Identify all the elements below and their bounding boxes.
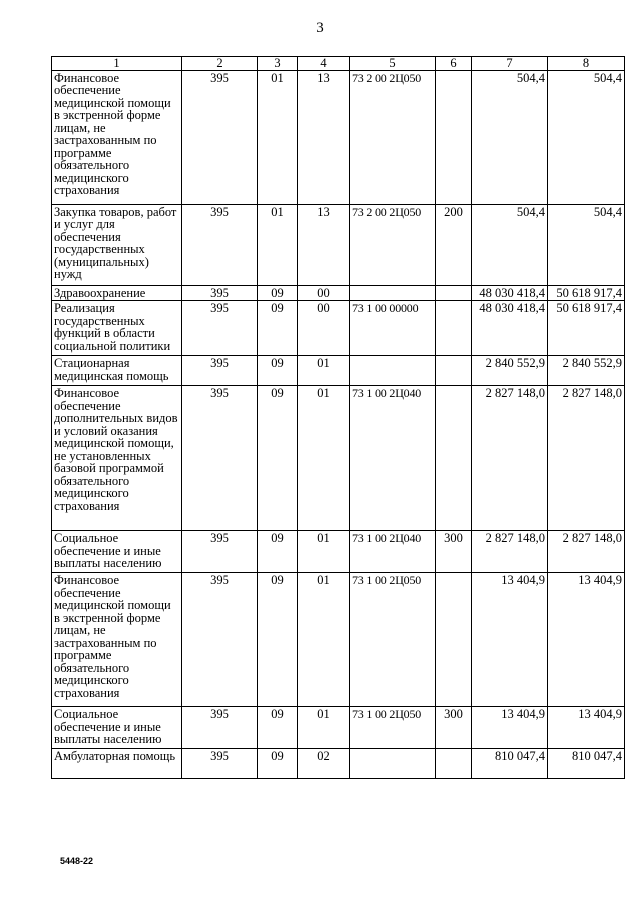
cell-col3: 09 bbox=[258, 356, 298, 386]
cell-col4: 01 bbox=[298, 531, 350, 573]
row-name-cell: Амбулаторная помощь bbox=[52, 749, 182, 779]
budget-table bbox=[51, 56, 625, 779]
table-header-row bbox=[52, 57, 625, 71]
row-name-cell: Финансовое обеспечение дополнительных видов и условий оказания медицинской помощи, не установленных базовой программой обязательного медицинского страхования bbox=[52, 386, 182, 531]
column-header: 1 bbox=[52, 57, 182, 71]
cell-col2: 395 bbox=[182, 356, 258, 386]
cell-col3: 09 bbox=[258, 707, 298, 749]
cell-col2: 395 bbox=[182, 707, 258, 749]
column-header: 4 bbox=[298, 57, 350, 71]
table-row bbox=[52, 707, 625, 749]
cell-col7: 13 404,9 bbox=[472, 573, 548, 707]
table-row bbox=[52, 386, 625, 531]
cell-col7: 504,4 bbox=[472, 204, 548, 285]
cell-col8: 50 618 917,4 bbox=[548, 285, 625, 301]
cell-col5: 73 1 00 2Ц050 bbox=[350, 573, 436, 707]
cell-col2: 395 bbox=[182, 749, 258, 779]
cell-col8: 2 827 148,0 bbox=[548, 531, 625, 573]
cell-col2: 395 bbox=[182, 573, 258, 707]
cell-col5: 73 2 00 2Ц050 bbox=[350, 70, 436, 204]
column-header: 7 bbox=[472, 57, 548, 71]
cell-col3: 09 bbox=[258, 573, 298, 707]
cell-col3: 09 bbox=[258, 285, 298, 301]
cell-col5 bbox=[350, 356, 436, 386]
cell-col6 bbox=[436, 356, 472, 386]
cell-col8: 13 404,9 bbox=[548, 573, 625, 707]
column-header: 8 bbox=[548, 57, 625, 71]
cell-col5: 73 1 00 2Ц050 bbox=[350, 707, 436, 749]
page-number: 3 bbox=[316, 20, 324, 36]
cell-col6 bbox=[436, 386, 472, 531]
row-name-cell: Финансовое обеспечение медицинской помощи в экстренной форме лицам, не застрахованным по программе обязательного медицинского страхования bbox=[52, 70, 182, 204]
row-name-cell: Здравоохранение bbox=[52, 285, 182, 301]
column-header: 2 bbox=[182, 57, 258, 71]
cell-col5 bbox=[350, 285, 436, 301]
cell-col5: 73 1 00 2Ц040 bbox=[350, 531, 436, 573]
cell-col2: 395 bbox=[182, 204, 258, 285]
column-header: 6 bbox=[436, 57, 472, 71]
cell-col5: 73 1 00 00000 bbox=[350, 301, 436, 356]
cell-col5: 73 1 00 2Ц040 bbox=[350, 386, 436, 531]
table-row bbox=[52, 749, 625, 779]
cell-col4: 02 bbox=[298, 749, 350, 779]
cell-col6 bbox=[436, 70, 472, 204]
row-name-cell: Финансовое обеспечение медицинской помощи в экстренной форме лицам, не застрахованным по программе обязательного медицинского страхования bbox=[52, 573, 182, 707]
table-row bbox=[52, 204, 625, 285]
cell-col6 bbox=[436, 301, 472, 356]
row-name-cell: Социальное обеспечение и иные выплаты населению bbox=[52, 707, 182, 749]
cell-col2: 395 bbox=[182, 386, 258, 531]
row-name-cell: Социальное обеспечение и иные выплаты населению bbox=[52, 531, 182, 573]
row-name-cell: Закупка товаров, работ и услуг для обеспечения государственных (муниципальных) нужд bbox=[52, 204, 182, 285]
cell-col2: 395 bbox=[182, 70, 258, 204]
table-row bbox=[52, 301, 625, 356]
row-name-cell: Реализация государственных функций в области социальной политики bbox=[52, 301, 182, 356]
cell-col7: 2 827 148,0 bbox=[472, 531, 548, 573]
footer-document-code: 5448-22 bbox=[60, 856, 94, 866]
cell-col3: 01 bbox=[258, 204, 298, 285]
cell-col8: 2 827 148,0 bbox=[548, 386, 625, 531]
cell-col6: 200 bbox=[436, 204, 472, 285]
cell-col4: 01 bbox=[298, 356, 350, 386]
cell-col4: 01 bbox=[298, 707, 350, 749]
table-row bbox=[52, 531, 625, 573]
cell-col6 bbox=[436, 749, 472, 779]
cell-col8: 810 047,4 bbox=[548, 749, 625, 779]
cell-col7: 504,4 bbox=[472, 70, 548, 204]
cell-col8: 13 404,9 bbox=[548, 707, 625, 749]
column-header: 3 bbox=[258, 57, 298, 71]
table-row bbox=[52, 356, 625, 386]
row-name-cell: Стационарная медицинская помощь bbox=[52, 356, 182, 386]
cell-col2: 395 bbox=[182, 285, 258, 301]
cell-col3: 01 bbox=[258, 70, 298, 204]
cell-col7: 2 827 148,0 bbox=[472, 386, 548, 531]
cell-col4: 13 bbox=[298, 204, 350, 285]
cell-col3: 09 bbox=[258, 301, 298, 356]
cell-col7: 2 840 552,9 bbox=[472, 356, 548, 386]
cell-col6: 300 bbox=[436, 531, 472, 573]
cell-col8: 504,4 bbox=[548, 70, 625, 204]
cell-col8: 50 618 917,4 bbox=[548, 301, 625, 356]
table-row bbox=[52, 70, 625, 204]
cell-col5: 73 2 00 2Ц050 bbox=[350, 204, 436, 285]
cell-col4: 13 bbox=[298, 70, 350, 204]
cell-col4: 01 bbox=[298, 573, 350, 707]
table-row bbox=[52, 285, 625, 301]
cell-col3: 09 bbox=[258, 749, 298, 779]
cell-col3: 09 bbox=[258, 386, 298, 531]
cell-col3: 09 bbox=[258, 531, 298, 573]
cell-col7: 13 404,9 bbox=[472, 707, 548, 749]
cell-col7: 48 030 418,4 bbox=[472, 285, 548, 301]
table-row bbox=[52, 573, 625, 707]
column-header: 5 bbox=[350, 57, 436, 71]
cell-col4: 00 bbox=[298, 285, 350, 301]
cell-col8: 2 840 552,9 bbox=[548, 356, 625, 386]
cell-col6 bbox=[436, 573, 472, 707]
cell-col2: 395 bbox=[182, 531, 258, 573]
cell-col4: 01 bbox=[298, 386, 350, 531]
cell-col8: 504,4 bbox=[548, 204, 625, 285]
cell-col7: 48 030 418,4 bbox=[472, 301, 548, 356]
cell-col2: 395 bbox=[182, 301, 258, 356]
cell-col6 bbox=[436, 285, 472, 301]
cell-col5 bbox=[350, 749, 436, 779]
cell-col4: 00 bbox=[298, 301, 350, 356]
cell-col6: 300 bbox=[436, 707, 472, 749]
cell-col7: 810 047,4 bbox=[472, 749, 548, 779]
